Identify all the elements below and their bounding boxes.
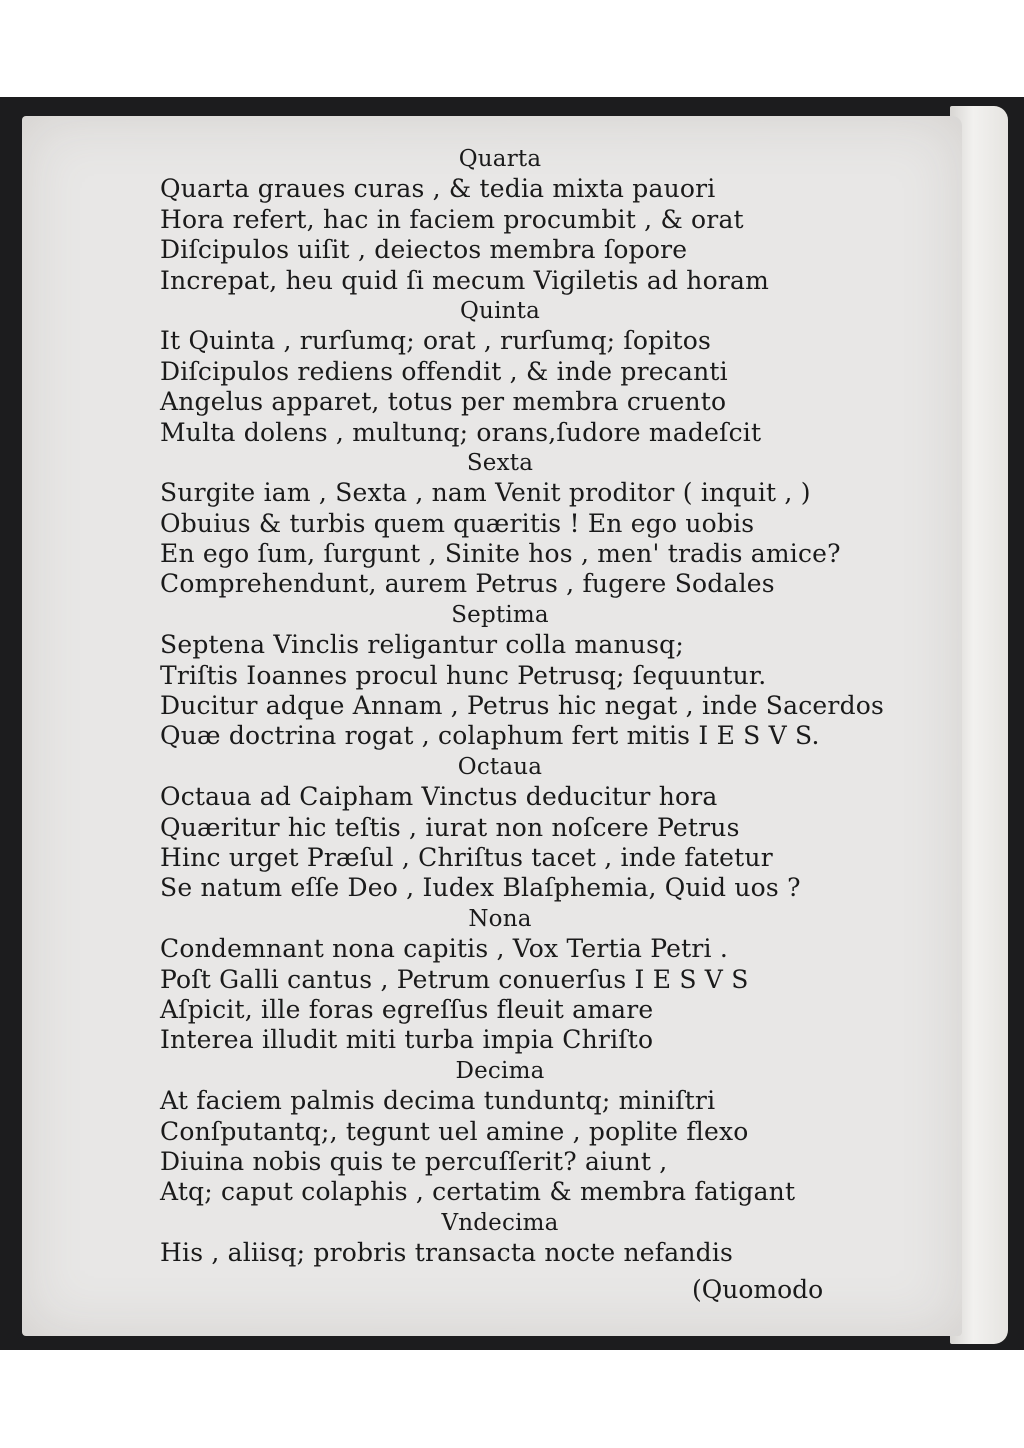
verse-line: Conſputantq;, tegunt uel amine , poplite flexo	[160, 1116, 749, 1146]
verse-line: Aſpicit, ille foras egreſſus fleuit amare	[160, 994, 654, 1024]
verse-line: Increpat, heu quid ſi mecum Vigiletis ad horam	[160, 265, 770, 295]
verse-line: Atq; caput colaphis , certatim & membra fatigant	[160, 1177, 796, 1207]
verse-line: Hora refert, hac in faciem procumbit , & orat	[160, 204, 744, 234]
section-heading: Vndecima	[441, 1209, 559, 1236]
verse-line: Septena Vinclis religantur colla manusq;	[160, 630, 684, 660]
section-heading: Nona	[468, 905, 532, 932]
verse-line: Quarta graues curas , & tedia mixta pauori	[160, 174, 716, 204]
section-heading: Quinta	[460, 297, 540, 324]
verse-line: His , aliisq; probris transacta nocte nefandis	[160, 1238, 734, 1268]
section-heading: Sexta	[466, 449, 534, 476]
verse-line: Quæ doctrina rogat , colaphum fert mitis I E S V S.	[160, 721, 820, 751]
verse-line: It Quinta , rurſumq; orat , rurſumq; ſopitos	[160, 326, 712, 356]
verse-line: Surgite iam , Sexta , nam Venit proditor ( inquit , )	[160, 478, 811, 508]
verse-line: Octaua ad Caipham Vinctus deducitur hora	[160, 782, 718, 812]
verse-line: En ego ſum, ſurgunt , Sinite hos , men' tradis amice?	[160, 539, 841, 569]
verse-line: Triſtis Ioannes procul hunc Petrusq; ſequuntur.	[160, 660, 767, 690]
verse-line: Ducitur adque Annam , Petrus hic negat , inde Sacerdos	[160, 691, 885, 721]
verse-line: Angelus apparet, totus per membra cruento	[160, 387, 727, 417]
verse-line: Poſt Galli cantus , Petrum conuerſus I E S V S	[160, 964, 749, 994]
verse-text	[160, 144, 885, 1268]
verse-line: Condemnant nona capitis , Vox Tertia Petri .	[160, 934, 729, 964]
verse-line: Diuina nobis quis te percuſſerit? aiunt ,	[160, 1146, 668, 1176]
catchword: (Quomodo	[692, 1275, 824, 1304]
verse-line: Multa dolens , multunq; orans,ſudore madeſcit	[160, 417, 762, 447]
verse-line: Diſcipulos uiſit , deiectos membra ſopore	[160, 235, 688, 265]
verse-line: Comprehendunt, aurem Petrus , fugere Sodales	[160, 569, 775, 599]
section-heading: Octaua	[457, 753, 543, 780]
verse-line: Interea illudit miti turba impia Chriſto	[160, 1025, 654, 1055]
verse-line: At faciem palmis decima tunduntq; miniſtri	[160, 1086, 716, 1116]
section-heading: Septima	[451, 601, 549, 628]
verse-line: Obuius & turbis quem quæritis ! En ego uobis	[160, 508, 755, 538]
verse-line: Hinc urget Præſul , Chriſtus tacet , inde fatetur	[160, 842, 773, 872]
verse-line: Diſcipulos rediens offendit , & inde precanti	[160, 356, 728, 386]
verse-line: Se natum eſſe Deo , Iudex Blaſphemia, Quid uos ?	[160, 873, 801, 903]
verse-line: Quæritur hic teſtis , iurat non noſcere Petrus	[160, 812, 740, 842]
section-heading: Quarta	[458, 146, 542, 172]
section-heading: Decima	[455, 1057, 545, 1084]
